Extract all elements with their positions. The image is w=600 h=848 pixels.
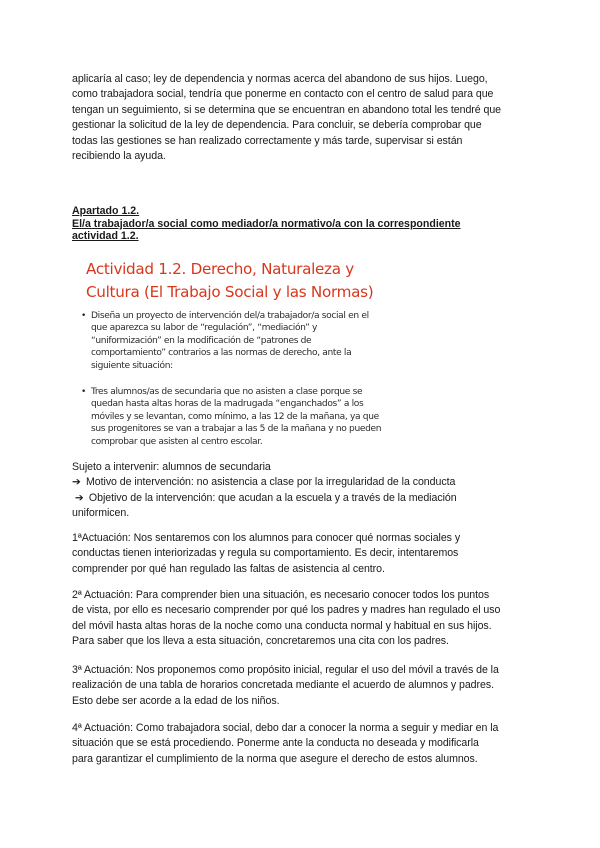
bullet-marker: • [81, 311, 87, 321]
text-line: aplicaría al caso; ley de dependencia y normas acerca del abandono de sus hijos. Luego, [72, 73, 488, 85]
bullet-line: sus progenitores se van a trabajar a las 5 de la mañana y no pueden [91, 424, 382, 435]
bullet-marker: • [81, 387, 87, 397]
actuacion-2-paragraph [72, 588, 528, 650]
bullet-line: quedan hasta altas horas de la madrugada “enganchados” a los [91, 399, 364, 410]
bullet-line: siguiente situación: [91, 360, 173, 371]
text-line: gestionar la solicitud de la ley de dependencia. Para concluir, se debería comprobar que [72, 119, 482, 132]
text-line: comprender por qué han regulado las faltas de asistencia al centro. [72, 562, 385, 575]
actuacion-4-paragraph [72, 721, 528, 767]
title-line: Actividad 1.2. Derecho, Naturaleza y [86, 260, 354, 278]
bullet-line: móviles y se levantan, como mínimo, a las 12 de la mañana, ya que [91, 411, 379, 422]
text-line: situación que se está procediendo. Ponerme ante la conducta no deseada y modificarla [72, 737, 479, 750]
arrow-icon: ➔ [72, 476, 81, 489]
bullet-line: “uniformización” en la modificación de “patrones de [91, 335, 312, 346]
text-line: 1ªActuación: Nos sentaremos con los alumnos para conocer qué normas sociales y [72, 532, 461, 544]
activity-bullet-2 [80, 386, 410, 448]
text-line: 2ª Actuación: Para comprender bien una situación, es necesario conocer todos los puntos [72, 589, 490, 601]
intro-paragraph [72, 72, 528, 164]
title-line: Cultura (El Trabajo Social y las Normas) [86, 283, 374, 301]
bullet-line: Tres alumnos/as de secundaria que no asisten a clase porque se [91, 387, 363, 397]
text-line: del móvil hasta altas horas de la noche como una conducta normal y habitual en sus hijos. [72, 619, 492, 632]
text-line: como trabajadora social, tendría que ponerme en contacto con el centro de salud para que [72, 88, 494, 101]
bullet-line: Diseña un proyecto de intervención del/a trabajador/a social en el [91, 311, 369, 321]
actuacion-3-paragraph [72, 663, 528, 709]
text-line: 4ª Actuación: Como trabajadora social, debo dar a conocer la norma a seguir y mediar en la [72, 722, 499, 734]
intervention-subject [72, 460, 528, 522]
heading-line: El/a trabajador/a social como mediador/a normativo/a con la correspondiente [72, 217, 461, 230]
text-line: para garantizar el cumplimiento de la norma que asegure el derecho de estos alumnos. [72, 752, 478, 765]
text-line: tengan un seguimiento, si se determina que se encuentran en abandono total les tendré que [72, 103, 502, 116]
text-line: todas las gestiones se han realizado correctamente y más tarde, supervisar si están [72, 134, 463, 147]
heading-line: Apartado 1.2. [72, 205, 140, 217]
text-line: Para saber que los lleva a esta situación, concretaremos una cita con los padres. [72, 635, 449, 648]
actuacion-1-paragraph [72, 531, 528, 577]
text-line: Esto debe ser acorde a la edad de los niños. [72, 694, 280, 707]
objective-continuation: uniformicen. [72, 507, 130, 520]
section-heading [72, 205, 528, 243]
activity-bullet-1 [80, 310, 410, 372]
subject-line: Sujeto a intervenir: alumnos de secundaria [72, 461, 271, 473]
objective-text: Objetivo de la intervención: que acudan a la escuela y a través de la mediación [88, 491, 457, 504]
activity-title [86, 258, 406, 304]
bullet-line: comportamiento” contrarios a las normas de derecho, ante la [91, 348, 352, 359]
text-line: 3ª Actuación: Nos proponemos como propósito inicial, regular el uso del móvil a través de la [72, 664, 499, 676]
activity-slide-image [80, 258, 400, 454]
motive-line [72, 475, 528, 490]
arrow-icon: ➔ [74, 491, 84, 504]
bullet-line: comprobar que asisten al centro escolar. [91, 436, 263, 447]
text-line: conductas tienen interiorizadas y regula su comportamiento. Es decir, intentaremos [72, 547, 459, 560]
text-line: realización de una tabla de horarios concretada mediante el acuerdo de alumnos y padres. [72, 679, 494, 692]
heading-line: actividad 1.2. [72, 230, 139, 243]
objective-line [72, 491, 528, 506]
text-line: recibiendo la ayuda. [72, 150, 166, 163]
motive-text: Motivo de intervención: no asistencia a clase por la irregularidad de la conducta [86, 476, 456, 489]
bullet-line: que aparezca su labor de “regulación”, “mediación” y [91, 323, 318, 334]
text-line: de vista, por ello es necesario comprender por qué los padres y madres han regulado el uso [72, 604, 501, 617]
